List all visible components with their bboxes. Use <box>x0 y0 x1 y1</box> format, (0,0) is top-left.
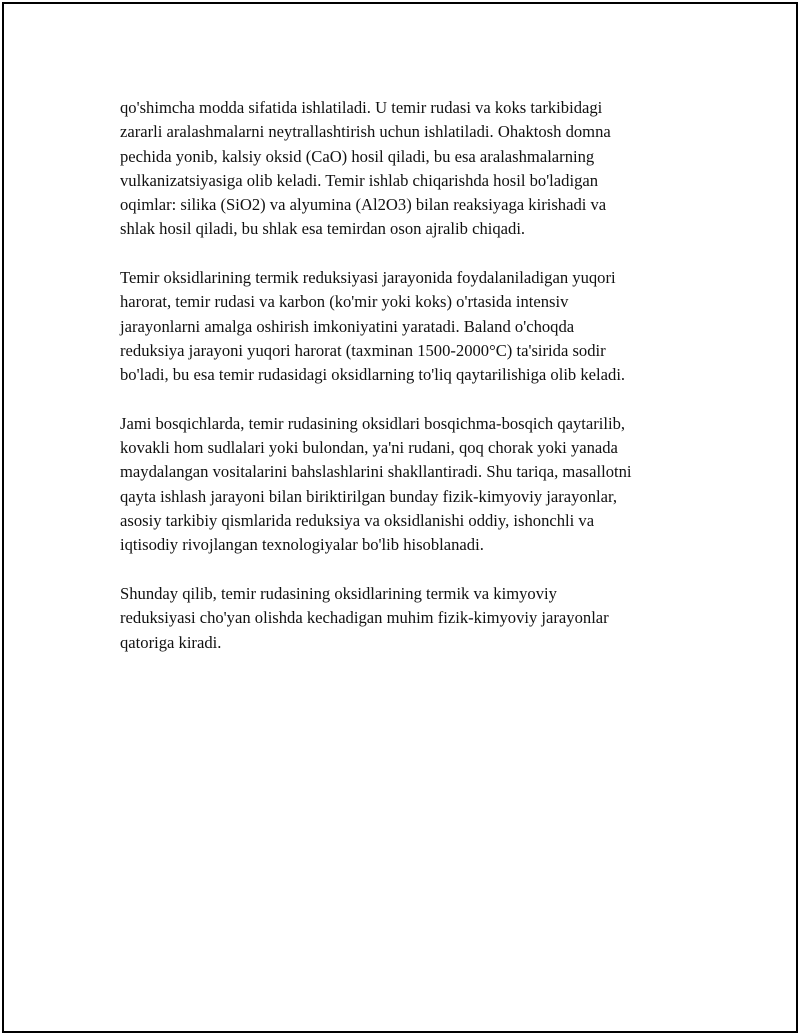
text-line: qo'shimcha modda sifatida ishlatiladi. U temir rudasi va koks tarkibidagi <box>120 98 603 117</box>
text-line: harorat, temir rudasi va karbon (ko'mir yoki koks) o'rtasida intensiv <box>120 292 569 312</box>
text-line: reduksiyasi cho'yan olishda kechadigan muhim fizik-kimyoviy jarayonlar <box>120 608 609 628</box>
text-line: Jami bosqichlarda, temir rudasining oksidlari bosqichma-bosqich qaytarilib, <box>120 413 626 433</box>
text-line: iqtisodiy rivojlangan texnologiyalar bo'lib hisoblanadi. <box>120 535 484 555</box>
text-line: jarayonlarni amalga oshirish imkoniyatini yaratadi. Baland o'choqda <box>120 316 575 336</box>
paragraph-3 <box>120 412 680 558</box>
text-line: asosiy tarkibiy qismlarida reduksiya va oksidlanishi oddiy, ishonchli va <box>120 511 595 531</box>
text-line: shlak hosil qiladi, bu shlak esa temirdan oson ajralib chiqadi. <box>120 219 526 239</box>
text-line: maydalangan vositalarini bahslashlarini shakllantiradi. Shu tariqa, masallotni <box>120 462 632 482</box>
text-line: bo'ladi, bu esa temir rudasidagi oksidlarning to'liq qaytarilishiga olib keladi. <box>120 365 626 385</box>
text-line: reduksiya jarayoni yuqori harorat (taxminan 1500-2000°C) ta'sirida sodir <box>120 340 606 360</box>
paragraph-2 <box>120 266 680 387</box>
text-line: qayta ishlash jarayoni bilan biriktirilgan bunday fizik-kimyoviy jarayonlar, <box>120 486 618 506</box>
paragraph-4 <box>120 582 680 655</box>
text-line: Shunday qilib, temir rudasining oksidlarining termik va kimyoviy <box>120 583 557 603</box>
text-line: kovakli hom sudlalari yoki bulondan, ya'ni rudani, qoq chorak yoki yanada <box>120 438 618 458</box>
text-line: pechida yonib, kalsiy oksid (CaO) hosil qiladi, bu esa aralashmalarning <box>120 146 595 166</box>
document-body <box>120 96 680 679</box>
text-line: oqimlar: silika (SiO2) va alyumina (Al2O3) bilan reaksiyaga kirishadi va <box>120 195 607 215</box>
text-line: Temir oksidlarining termik reduksiyasi jarayonida foydalaniladigan yuqori <box>120 268 616 288</box>
text-line: zararli aralashmalarni neytrallashtirish uchun ishlatiladi. Ohaktosh domna <box>120 122 611 142</box>
text-line: qatoriga kiradi. <box>120 632 222 652</box>
text-line: vulkanizatsiyasiga olib keladi. Temir ishlab chiqarishda hosil bo'ladigan <box>120 170 599 190</box>
document-page <box>2 2 798 1033</box>
paragraph-1 <box>120 96 680 242</box>
